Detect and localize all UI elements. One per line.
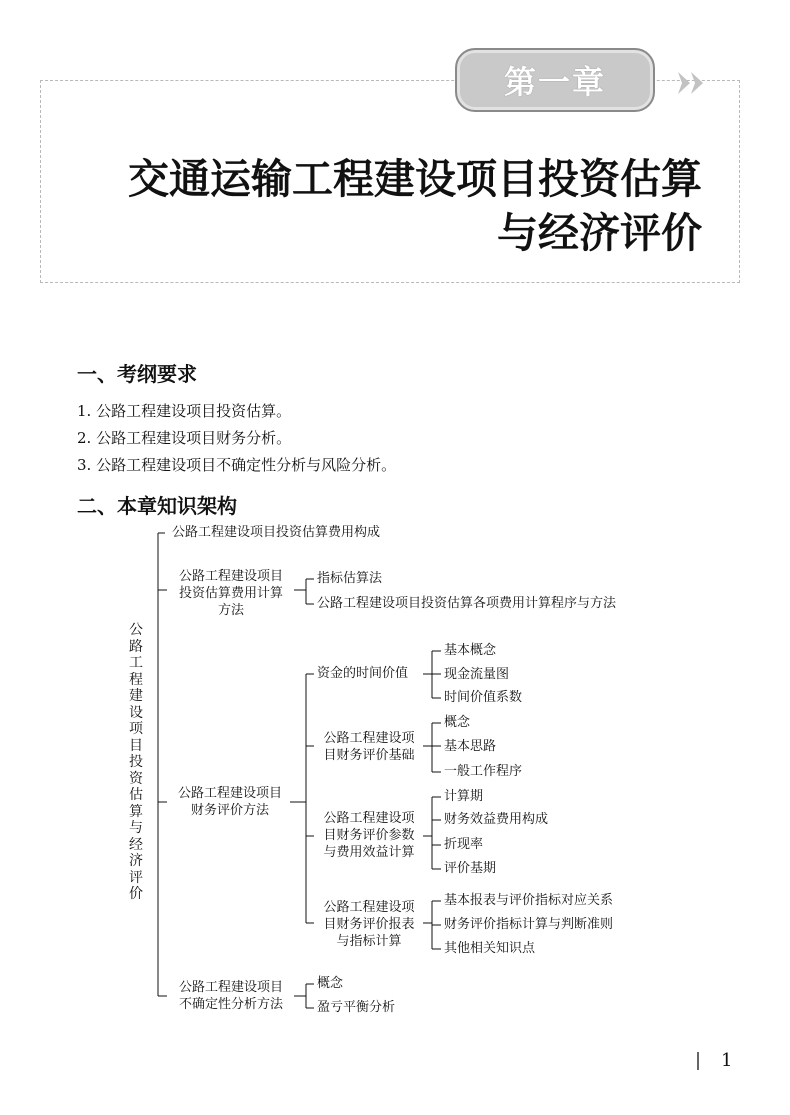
tree-node-b3: 公路工程建设项目 财务评价方法	[177, 786, 282, 818]
tree-leaf: 折现率	[444, 837, 484, 852]
tree-leaf: 时间价值系数	[444, 690, 523, 705]
requirement-item: 1. 公路工程建设项目投资估算。	[77, 402, 292, 420]
page-number: 1	[721, 1050, 733, 1071]
tree-leaf: 指标估算法	[317, 571, 383, 586]
tree-node-s4: 公路工程建设项 目财务评价报表 与指标计算	[323, 900, 415, 949]
chapter-title-line1: 交通运输工程建设项目投资估算	[128, 155, 702, 203]
section-heading-requirements: 一、考纲要求	[77, 362, 197, 386]
tree-leaf: 财务评价指标计算与判断准则	[444, 917, 614, 932]
tree-node-b4: 公路工程建设项目 不确定性分析方法	[178, 980, 283, 1012]
tree-leaf: 计算期	[444, 789, 484, 804]
tree-leaf: 基本概念	[444, 643, 497, 658]
requirement-item: 3. 公路工程建设项目不确定性分析与风险分析。	[77, 456, 397, 474]
tree-leaf: 一般工作程序	[444, 764, 523, 779]
tree-leaf: 评价基期	[444, 861, 497, 876]
tree-leaf: 现金流量图	[444, 667, 510, 682]
tree-node-s3: 公路工程建设项 目财务评价参数 与费用效益计算	[323, 811, 415, 860]
tree-leaf: 基本报表与评价指标对应关系	[444, 893, 614, 908]
chapter-title-line2: 与经济评价	[497, 209, 702, 257]
tree-leaf: 财务效益费用构成	[444, 812, 549, 827]
tree-root-label: 公路工程建设项目投资估算与经济评价	[129, 622, 143, 902]
tree-leaf: 盈亏平衡分析	[317, 1000, 396, 1015]
section-heading-knowledge-structure: 二、本章知识架构	[77, 494, 237, 518]
tree-leaf: 概念	[444, 715, 471, 730]
requirement-item: 2. 公路工程建设项目财务分析。	[77, 429, 292, 447]
tree-node-b2: 公路工程建设项目 投资估算费用计算 方法	[178, 569, 283, 618]
chapter-badge-label: 第一章	[503, 63, 606, 101]
page-number-divider	[697, 1052, 699, 1070]
tree-leaf: 基本思路	[444, 739, 497, 754]
tree-leaf: 概念	[317, 976, 344, 991]
tree-node-b1: 公路工程建设项目投资估算费用构成	[172, 525, 381, 540]
tree-node-s1: 资金的时间价值	[317, 666, 409, 681]
tree-node-s2: 公路工程建设项 目财务评价基础	[323, 731, 415, 763]
tree-leaf: 其他相关知识点	[444, 941, 536, 956]
tree-leaf: 公路工程建设项目投资估算各项费用计算程序与方法	[317, 596, 617, 611]
